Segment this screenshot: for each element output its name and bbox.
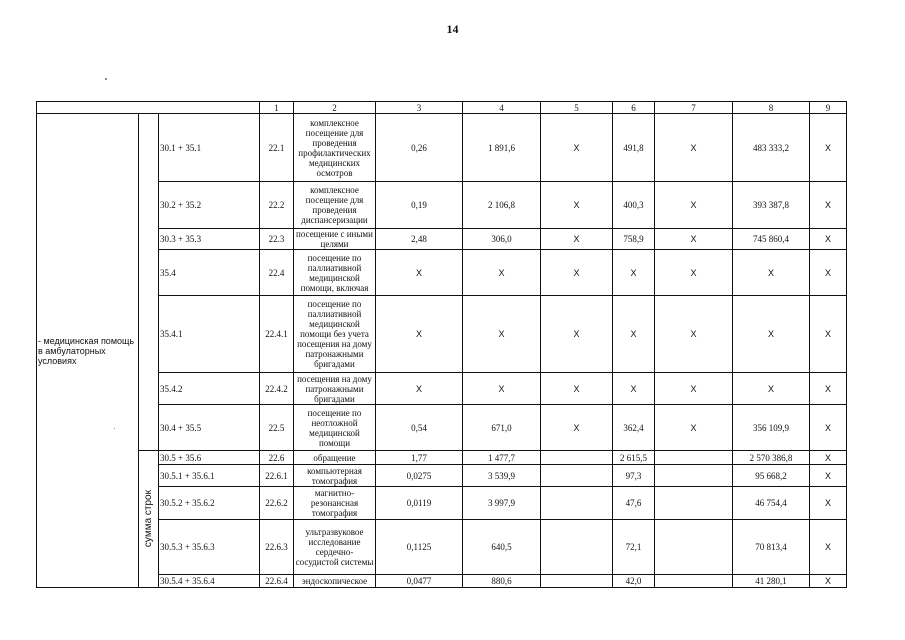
col7-cell: Х (655, 182, 733, 229)
page-number: 14 (446, 22, 459, 36)
col8-cell: 356 109,9 (733, 405, 810, 451)
formula-cell: 30.5.4 + 35.6.4 (159, 575, 260, 588)
col5-cell (541, 487, 613, 520)
col4-cell: 306,0 (463, 229, 541, 250)
col9-cell: Х (810, 182, 847, 229)
table-row (37, 250, 847, 296)
row-code-cell: 22.3 (260, 229, 294, 250)
row-code-cell: 22.4 (260, 250, 294, 296)
formula-cell: 35.4.1 (159, 296, 260, 373)
header-col-9: 9 (810, 102, 847, 114)
col7-cell: Х (655, 405, 733, 451)
col7-cell (655, 575, 733, 588)
header-col-1: 1 (260, 102, 294, 114)
description-cell: посещение с иными целями (294, 229, 376, 250)
formula-cell: 35.4.2 (159, 373, 260, 405)
description-cell: комплексное посещение для проведения диспансеризации (294, 182, 376, 229)
col6-cell: Х (613, 250, 655, 296)
col5-cell (541, 575, 613, 588)
header-col-2: 2 (294, 102, 376, 114)
col4-cell: 3 997,9 (463, 487, 541, 520)
formula-cell: 30.2 + 35.2 (159, 182, 260, 229)
col4-cell: 2 106,8 (463, 182, 541, 229)
description-cell: эндоскопическое (294, 575, 376, 588)
col7-cell (655, 487, 733, 520)
table-row (37, 520, 847, 575)
col8-cell: 483 333,2 (733, 114, 810, 182)
col8-cell: 46 754,4 (733, 487, 810, 520)
col8-cell: Х (733, 296, 810, 373)
row-code-cell: 22.6.2 (260, 487, 294, 520)
header-col-7: 7 (655, 102, 733, 114)
col9-cell: Х (810, 451, 847, 465)
col5-cell: Х (541, 373, 613, 405)
col3-cell: 0,26 (376, 114, 463, 182)
row-code-cell: 22.6.4 (260, 575, 294, 588)
col6-cell: Х (613, 296, 655, 373)
table-row (37, 114, 847, 182)
col7-cell: Х (655, 229, 733, 250)
description-cell: обращение (294, 451, 376, 465)
row-code-cell: 22.6.3 (260, 520, 294, 575)
col7-cell: Х (655, 373, 733, 405)
table-row (37, 465, 847, 487)
col4-cell: Х (463, 250, 541, 296)
col3-cell: 0,19 (376, 182, 463, 229)
col5-cell: Х (541, 114, 613, 182)
description-cell: посещение по паллиативной медицинской помощи без учета посещения на дому патронажными бригадами (294, 296, 376, 373)
col5-cell: Х (541, 229, 613, 250)
table-row (37, 487, 847, 520)
row-code-cell: 22.2 (260, 182, 294, 229)
sum-of-rows-label: сумма строк (142, 490, 154, 548)
col3-cell: 0,1125 (376, 520, 463, 575)
col9-cell: Х (810, 405, 847, 451)
col5-cell (541, 451, 613, 465)
col5-cell: Х (541, 250, 613, 296)
col8-cell: 2 570 386,8 (733, 451, 810, 465)
description-cell: ультразвуковое исследование сердечно-сосудистой системы (294, 520, 376, 575)
col6-cell: 97,3 (613, 465, 655, 487)
description-cell: магнитно-резонансная томография (294, 487, 376, 520)
col9-cell: Х (810, 520, 847, 575)
description-cell: посещение по неотложной медицинской помощи (294, 405, 376, 451)
col3-cell: 1,77 (376, 451, 463, 465)
col3-cell: 0,0119 (376, 487, 463, 520)
header-col-3: 3 (376, 102, 463, 114)
description-cell: посещение по паллиативной медицинской помощи, включая (294, 250, 376, 296)
formula-cell: 30.5 + 35.6 (159, 451, 260, 465)
blank-group-cell (139, 114, 159, 451)
row-code-cell: 22.5 (260, 405, 294, 451)
col4-cell: 1 477,7 (463, 451, 541, 465)
sum-of-rows-label-cell (139, 451, 159, 588)
col3-cell: Х (376, 250, 463, 296)
row-code-cell: 22.4.2 (260, 373, 294, 405)
col5-cell: Х (541, 296, 613, 373)
row-code-cell: 22.6.1 (260, 465, 294, 487)
scan-speck (105, 78, 107, 80)
formula-cell: 30.4 + 35.5 (159, 405, 260, 451)
col8-cell: Х (733, 250, 810, 296)
col6-cell: 47,6 (613, 487, 655, 520)
table-row (37, 373, 847, 405)
formula-cell: 30.5.2 + 35.6.2 (159, 487, 260, 520)
col7-cell: Х (655, 296, 733, 373)
header-col-4: 4 (463, 102, 541, 114)
col4-cell: 3 539,9 (463, 465, 541, 487)
formula-cell: 30.3 + 35.3 (159, 229, 260, 250)
col3-cell: 0,54 (376, 405, 463, 451)
col9-cell: Х (810, 296, 847, 373)
col9-cell: Х (810, 487, 847, 520)
col7-cell: Х (655, 114, 733, 182)
col7-cell (655, 465, 733, 487)
col3-cell: Х (376, 296, 463, 373)
col3-cell: 2,48 (376, 229, 463, 250)
table-row (37, 575, 847, 588)
col3-cell: 0,0477 (376, 575, 463, 588)
col6-cell: 362,4 (613, 405, 655, 451)
row-code-cell: 22.4.1 (260, 296, 294, 373)
col6-cell: 491,8 (613, 114, 655, 182)
col4-cell: 1 891,6 (463, 114, 541, 182)
col7-cell (655, 520, 733, 575)
table-row (37, 296, 847, 373)
description-cell: компьютерная томография (294, 465, 376, 487)
col6-cell: 2 615,5 (613, 451, 655, 465)
col3-cell: 0,0275 (376, 465, 463, 487)
formula-cell: 30.5.3 + 35.6.3 (159, 520, 260, 575)
col9-cell: Х (810, 229, 847, 250)
col8-cell: Х (733, 373, 810, 405)
col6-cell: 400,3 (613, 182, 655, 229)
col6-cell: 758,9 (613, 229, 655, 250)
col9-cell: Х (810, 114, 847, 182)
category-cell: - медицинская помощь в амбулаторных условиях (37, 114, 139, 588)
col9-cell: Х (810, 373, 847, 405)
row-code-cell: 22.6 (260, 451, 294, 465)
col7-cell (655, 451, 733, 465)
col4-cell: 880,6 (463, 575, 541, 588)
col6-cell: Х (613, 373, 655, 405)
header-blank-cell (37, 102, 260, 114)
col9-cell: Х (810, 250, 847, 296)
col7-cell: Х (655, 250, 733, 296)
col8-cell: 745 860,4 (733, 229, 810, 250)
header-col-8: 8 (733, 102, 810, 114)
col4-cell: Х (463, 373, 541, 405)
col3-cell: Х (376, 373, 463, 405)
col8-cell: 41 280,1 (733, 575, 810, 588)
formula-cell: 30.5.1 + 35.6.1 (159, 465, 260, 487)
data-table (36, 101, 847, 588)
col8-cell: 95 668,2 (733, 465, 810, 487)
formula-cell: 35.4 (159, 250, 260, 296)
col4-cell: Х (463, 296, 541, 373)
col5-cell: Х (541, 405, 613, 451)
description-cell: посещения на дому патронажными бригадами (294, 373, 376, 405)
header-col-6: 6 (613, 102, 655, 114)
col5-cell: Х (541, 182, 613, 229)
col6-cell: 72,1 (613, 520, 655, 575)
table-row (37, 451, 847, 465)
description-cell: комплексное посещение для проведения профилактических медицинских осмотров (294, 114, 376, 182)
col6-cell: 42,0 (613, 575, 655, 588)
col8-cell: 70 813,4 (733, 520, 810, 575)
col5-cell (541, 465, 613, 487)
col8-cell: 393 387,8 (733, 182, 810, 229)
col4-cell: 671,0 (463, 405, 541, 451)
col9-cell: Х (810, 465, 847, 487)
table-row (37, 405, 847, 451)
header-col-5: 5 (541, 102, 613, 114)
col5-cell (541, 520, 613, 575)
col9-cell: Х (810, 575, 847, 588)
header-row (37, 102, 847, 114)
formula-cell: 30.1 + 35.1 (159, 114, 260, 182)
table-row (37, 182, 847, 229)
table-row (37, 229, 847, 250)
row-code-cell: 22.1 (260, 114, 294, 182)
col4-cell: 640,5 (463, 520, 541, 575)
